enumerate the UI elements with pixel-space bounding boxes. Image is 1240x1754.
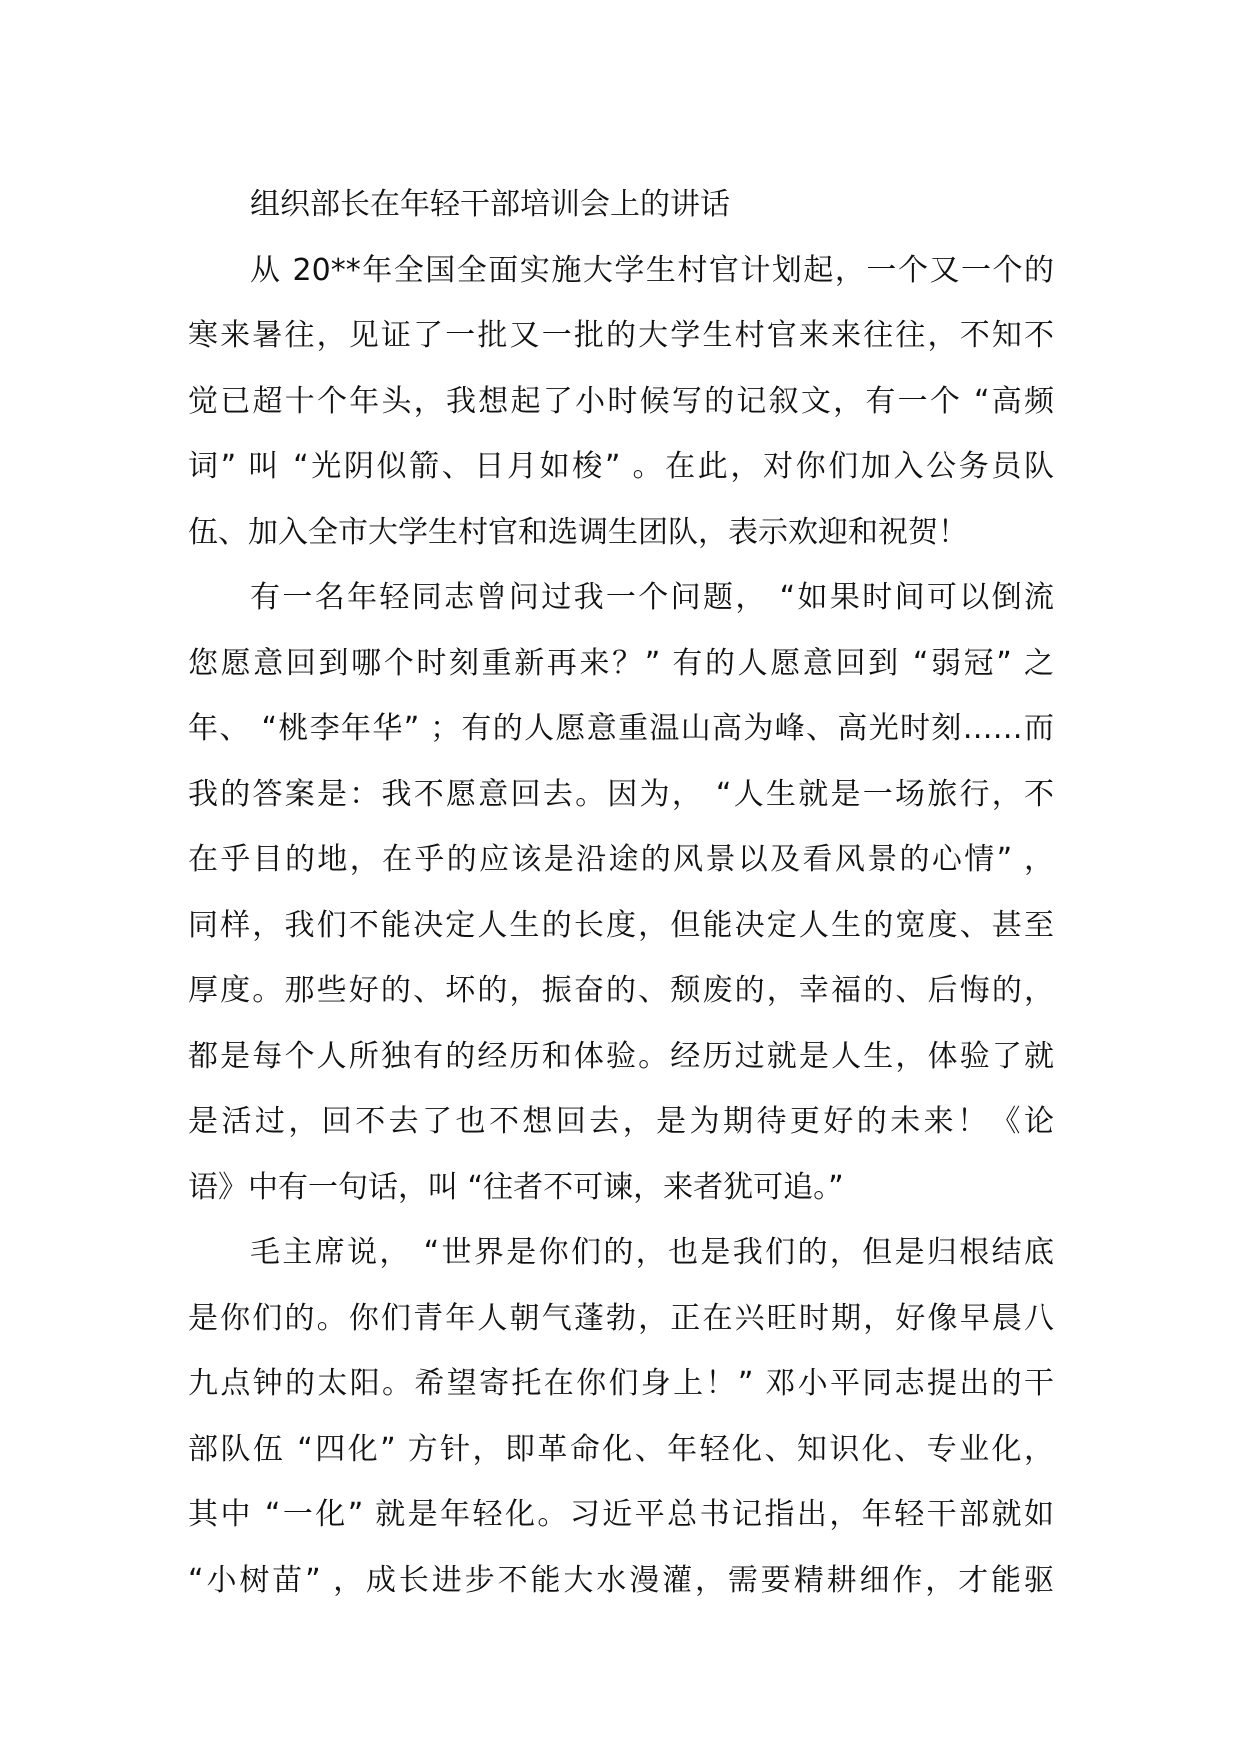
paragraph-line: 厚度。那些好的、坏的，振奋的、颓废的，幸福的、后悔的， [188, 973, 1054, 1008]
paragraph-line: 语》中有一句话，叫 “往者不可谏，来者犹可追。” [188, 1169, 844, 1205]
paragraph-line: 您愿意回到哪个时刻重新再来？” 有的人愿意回到 “弱冠” 之 [188, 645, 1054, 681]
paragraph-line: 词” 叫 “光阴似箭、日月如梭” 。在此，对你们加入公务员队 [188, 449, 1054, 484]
paragraph-1 [188, 238, 1054, 566]
paragraph-line: 毛主席说， “世界是你们的，也是我们的，但是归根结底 [250, 1235, 1054, 1270]
paragraph-line: 同样，我们不能决定人生的长度，但能决定人生的宽度、甚至 [188, 907, 1054, 943]
paragraph-line: 是活过，回不去了也不想回去，是为期待更好的未来！《论 [188, 1104, 1054, 1139]
paragraph-3 [188, 1220, 1054, 1613]
paragraph-2 [188, 565, 1054, 1220]
paragraph-line: “小树苗” ，成长进步不能大水漫灌，需要精耕细作，才能驱 [188, 1562, 1054, 1598]
paragraph-line: 从 20**年全国全面实施大学生村官计划起，一个又一个的 [250, 252, 1054, 288]
paragraph-line: 是你们的。你们青年人朝气蓬勃，正在兴旺时期，好像早晨八 [188, 1300, 1054, 1336]
paragraph-line: 年、 “桃李年华” ；有的人愿意重温山高为峰、高光时刻……而 [188, 711, 1054, 746]
paragraph-line: 有一名年轻同志曾问过我一个问题， “如果时间可以倒流 [250, 580, 1054, 615]
paragraph-line: 部队伍 “四化” 方针，即革命化、年轻化、知识化、专业化， [188, 1431, 1054, 1467]
paragraph-line: 其中 “一化” 就是年轻化。习近平总书记指出，年轻干部就如 [188, 1497, 1054, 1532]
paragraph-line: 我的答案是：我不愿意回去。因为， “人生就是一场旅行，不 [188, 776, 1054, 812]
paragraph-line: 寒来暑往，见证了一批又一批的大学生村官来来往往，不知不 [188, 318, 1054, 353]
paragraph-line: 在乎目的地，在乎的应该是沿途的风景以及看风景的心情” ， [188, 842, 1054, 877]
document-body [188, 172, 1054, 1613]
paragraph-line: 都是每个人所独有的经历和体验。经历过就是人生，体验了就 [188, 1038, 1054, 1074]
paragraph-line: 觉已超十个年头，我想起了小时候写的记叙文，有一个 “高频 [188, 383, 1054, 419]
document-title: 组织部长在年轻干部培训会上的讲话 [250, 187, 730, 222]
paragraph-line: 九点钟的太阳。希望寄托在你们身上！” 邓小平同志提出的干 [188, 1366, 1054, 1401]
paragraph-line: 伍、加入全市大学生村官和选调生团队，表示欢迎和祝贺！ [188, 514, 968, 550]
